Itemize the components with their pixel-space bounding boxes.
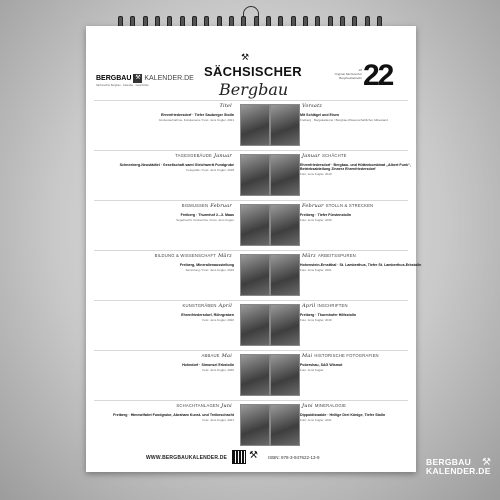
right-category: Januar SCHÄCHTE — [302, 153, 347, 159]
left-month: Titel — [219, 103, 232, 109]
brand-line-1: BERGBAU — [426, 457, 472, 467]
website-url: WWW.BERGBAUKALENDER.DE — [146, 455, 228, 461]
right-category — [300, 103, 440, 109]
hammer-pick-icon: ⚒ — [135, 75, 141, 81]
right-entry — [300, 203, 440, 222]
left-month: Februar — [210, 203, 232, 209]
right-title: Ehrenfriedersdorf · Bergbau- und Hüttenkombinat „Albert Funk“, Betriebsabteilung Zinnerz Ehrenfriedersdorf — [300, 163, 411, 171]
right-entry — [300, 303, 440, 322]
left-month: April — [218, 303, 232, 309]
left-title: Ehrenfriedersdorf · Tiefer Sauberger Stolln — [160, 113, 234, 117]
right-title: Dippoldiswalde · Heilige Drei Könige, Tiefer Stolln — [300, 413, 386, 417]
left-entry — [94, 203, 234, 222]
right-entry — [300, 253, 440, 272]
right-photo — [270, 404, 300, 446]
left-photo — [240, 204, 270, 246]
logo — [96, 74, 194, 83]
left-entry — [94, 303, 234, 322]
brand-line-2: KALENDER.DE — [426, 466, 491, 476]
right-description: Foto: Jens Kugler, 2020 — [300, 218, 332, 222]
left-entry — [94, 253, 234, 272]
month-row — [94, 300, 408, 349]
right-month: Februar — [302, 203, 324, 209]
month-row — [94, 350, 408, 399]
month-row — [94, 100, 408, 149]
left-month: März — [218, 253, 232, 259]
right-month: März — [302, 253, 316, 259]
left-title: Ehrenfriedersdorf, Röhrgraben — [181, 313, 234, 317]
right-description: Foto: Jens Kugler — [300, 368, 324, 372]
year: 22 — [363, 59, 393, 92]
right-month: Januar — [302, 153, 320, 159]
right-title: Pobershau, SAG Wismut — [300, 363, 343, 367]
left-title: Freiberg · Himmelfahrt Fundgrube, Abraham Kunst- und Treibeschacht — [113, 413, 234, 417]
left-entry — [94, 403, 234, 422]
right-photo — [270, 154, 300, 196]
left-month: Juni — [221, 403, 232, 409]
hammer-pick-icon: ⚒ — [249, 450, 258, 461]
title-line-2: Bergbau — [219, 80, 289, 99]
left-description: Segebrecht: Grubenriss / Foto: Jens Kugler — [176, 218, 234, 222]
calendar-sheet — [86, 26, 422, 472]
left-month: Mai — [221, 353, 232, 359]
right-title: Freiberg · Tiefer Fürstenstolln — [300, 213, 352, 217]
right-entry — [300, 353, 440, 372]
logo-right-text: KALENDER.DE — [144, 75, 194, 82]
left-title: Freiberg · Thurmhof 2.–3. Maas — [180, 213, 234, 217]
right-category: Februar STOLLN & STRECKEN — [302, 203, 374, 209]
right-title: Mit Schlägel und Eisen — [300, 113, 340, 117]
left-photo — [240, 304, 270, 346]
left-description: Sammlung / Foto: Jens Kugler, 2019 — [185, 268, 234, 272]
right-entry — [300, 103, 440, 122]
left-entry — [94, 103, 234, 122]
title-line-1: SÄCHSISCHER — [204, 64, 302, 79]
right-month: Mai — [302, 353, 313, 359]
left-photo — [240, 354, 270, 396]
hammer-pick-icon: ⚒ — [482, 457, 491, 468]
month-row — [94, 200, 408, 249]
right-description: Foto: Jens Kugler, 2021 — [300, 268, 332, 272]
logo-subtitle: Sächsischer Bergbau · Kalender · Geschichte — [96, 84, 149, 87]
left-category: KUNSTGRÄBEN April — [182, 303, 232, 309]
year-prefix: 20 — [358, 68, 362, 72]
right-title: Hohenstein-Ernstthal · St. Lamberthus, Tiefer St. Lamberthus-Erbstolln — [300, 263, 422, 267]
left-description: Grubenaufnahme, Fotokamera / Foto: Jens Kugler, 2021 — [158, 118, 234, 122]
left-description: Fotografie / Foto: Jens Kugler, 2018 — [186, 168, 234, 172]
left-category: TAGESGEBÄUDE Januar — [175, 153, 232, 159]
right-description: Foto: Jens Kugler, 2021 — [300, 418, 332, 422]
hammer-pick-icon: ⚒ — [241, 52, 250, 62]
left-description: Foto: Jens Kugler, 2020 — [202, 368, 234, 372]
right-description: Foto: Jens Kugler, 2019 — [300, 318, 332, 322]
right-description: Foto: Jens Kugler, 2019 — [300, 172, 332, 176]
right-photo — [270, 304, 300, 346]
left-category: ABBAUE Mai — [201, 353, 232, 359]
right-photo — [270, 104, 300, 146]
right-entry — [300, 403, 440, 422]
left-category: BISMUSSEN Februar — [181, 203, 232, 209]
left-description: Foto: Jens Kugler, 2021 — [202, 418, 234, 422]
left-title: Hohndorf · Simonsel Erbstolln — [182, 363, 234, 367]
logo-left-text: BERGBAU — [96, 75, 132, 82]
left-category: BILDUNG & WISSENSCHAFT März — [154, 253, 232, 259]
left-category: SCHACHTANLAGEN Juni — [176, 403, 232, 409]
right-title: Freiberg · Thurmhofer Hilfsstolln — [300, 313, 357, 317]
left-photo — [240, 104, 270, 146]
month-row — [94, 250, 422, 299]
year-caption: 20 Original Sächsischer Bergbaukalender — [334, 68, 362, 80]
left-photo — [240, 254, 270, 296]
right-photo — [270, 204, 300, 246]
right-category: April INSCHRIFTEN — [302, 303, 348, 309]
right-category: Juni MINERALOGIE — [302, 403, 347, 409]
left-category — [94, 103, 234, 109]
left-photo — [240, 154, 270, 196]
left-photo — [240, 404, 270, 446]
left-title: Schneeberg-Neustädtel · Gesellschaft samt Gleichwertt Fundgrube — [119, 163, 234, 167]
right-photo — [270, 354, 300, 396]
calendar-footer — [86, 450, 416, 470]
left-entry — [94, 353, 234, 372]
left-entry — [94, 153, 234, 172]
right-month: April — [302, 303, 316, 309]
brand-watermark — [426, 458, 491, 476]
left-title: Freiberg, Mineralienausstellung — [179, 263, 234, 267]
right-category: März ARBEITSSPUREN — [302, 253, 356, 259]
calendar-header — [86, 44, 416, 99]
left-description: Foto: Jens Kugler, 2020 — [202, 318, 234, 322]
month-row — [94, 400, 408, 449]
right-description: Freiberg · Bergakademie / Bergbau-Wissenschaftlicher Altbestand — [300, 118, 388, 122]
right-month: Juni — [302, 403, 313, 409]
left-month: Januar — [214, 153, 232, 159]
qr-code-icon — [232, 450, 246, 464]
right-photo — [270, 254, 300, 296]
right-category: Mai HISTORISCHE FOTOGRAFIEN — [302, 353, 379, 359]
month-row — [94, 150, 411, 199]
right-month: Vorsatz — [302, 103, 323, 109]
isbn: ISBN: 978-3-947622-13-9 — [268, 455, 320, 460]
right-entry — [300, 153, 440, 176]
